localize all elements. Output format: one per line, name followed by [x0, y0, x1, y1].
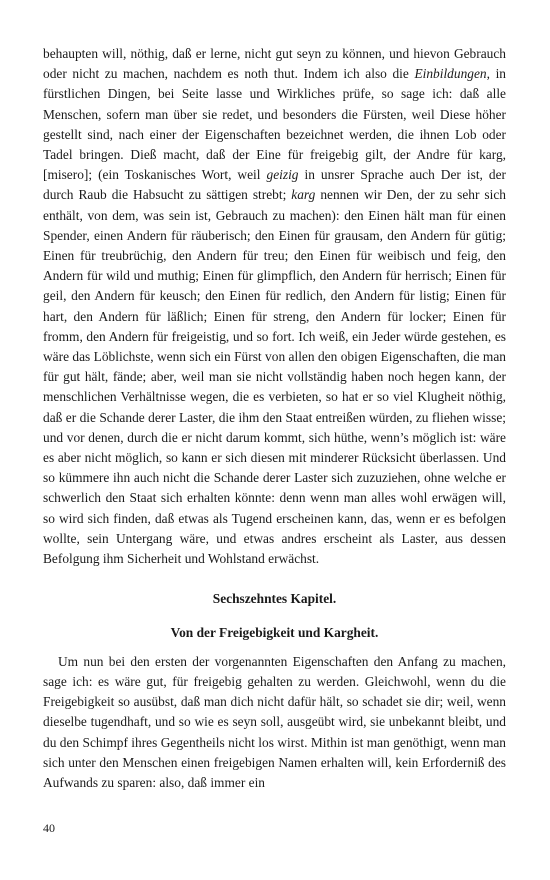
emphasized-word: geizig [266, 167, 299, 183]
page-body [43, 44, 506, 793]
emphasized-word: Einbildungen [414, 66, 487, 82]
text-run: , in fürstlichen Dingen, bei Seite lasse und Wirkliches prüfe, so sage ich: daß alle Menschen, sofern man über sie redet, und besonders die Fürsten, weil Diese höher gestellt sind, nach einer der Eigenschaften bezeichnet werden, die ihnen Lob oder Tadel bringen. Dieß macht, daß der Eine für freigebig gilt, der Andre für karg, [misero]; (ein Toskanisches Wort, weil [43, 66, 506, 183]
emphasized-word: karg [291, 187, 316, 203]
page-number: 40 [43, 821, 55, 835]
text-run: nennen wir Den, der zu sehr sich enthält, von dem, was sein ist, Gebrauch zu machen): den Einen hält man für einen Spender, einen Andern für räuberisch; den Einen für grausam, den Andern für gütig; Einen für treubrüchig, den Andern für treu; den Einen für weibisch und feig, den Andern für wild und muthig; Einen für glimpflich, den Andern für herrisch; Einen für geil, den Andern für keusch; den Einen für redlich, den Andern für listig; Einen für hart, den Andern für läßlich; Einen für streng, den Andern für locker; Einen für fromm, den Andern für freigeistig, und so fort. Ich weiß, ein Jeder würde gestehen, es wäre das Löblichste, wenn sich ein Fürst von allen den obigen Eigenschaften, die man für gut hält, fände; aber, weil man sie nicht vollständig haben noch hegen kann, der menschlichen Verhältnisse wegen, die es verbieten, so hat er so viel Klugheit nöthig, daß er die Schande derer Laster, die ihm den Staat entreißen würden, zu fliehen wisse; und vor denen, durch die er nicht darum kommt, sich hüthe, wenn’s möglich ist: wäre es aber nicht möglich, so kann er sich diesen mit minderer Rücksicht überlassen. Und so kümmere ihn auch nicht die Schande derer Laster sich zuzuziehen, ohne welche er schwerlich den Staat sich erhalten könnte: denn wenn man alles wohl erwägen will, so wird sich finden, daß etwas als Tugend erscheinen kann, das, wenn er es befolgen wollte, sein Untergang wäre, und etwas andres erscheint als Laster, aus dessen Befolgung ihm Sicherheit und Wohlstand erwächst. [43, 187, 506, 567]
chapter-heading: Sechszehntes Kapitel. [212, 591, 337, 607]
chapter-title: Von der Freigebigkeit und Kargheit. [170, 625, 379, 641]
body-paragraph: Um nun bei den ersten der vorgenannten Eigenschaften den Anfang zu machen, sage ich: es wäre gut, für freigebig gehalten zu werden. Gleichwohl, wenn du die Freigebigkeit so ausübst, daß man dich nicht dafür hält, so schadet sie dir; weil, wenn dieselbe tugendhaft, und so wie es seyn soll, ausgeübt wird, sie unbekannt bleibt, und du den Schimpf ihres Gegentheils nicht los wirst. Mithin ist man genöthigt, wenn man sich unter den Menschen einen freigebigen Namen erhalten will, kein Erforderniß des Aufwands zu sparen: also, daß immer ein [43, 653, 506, 790]
body-paragraph [43, 44, 506, 569]
text-run: behaupten will, nöthig, daß er lerne, nicht gut seyn zu können, und hievon Gebrauch oder nicht zu machen, nachdem es noth thut. Indem ich also die [43, 46, 506, 82]
text-run: in unsrer Sprache auch Der ist, der durch Raub die Habsucht zu sättigen strebt; [43, 167, 506, 203]
